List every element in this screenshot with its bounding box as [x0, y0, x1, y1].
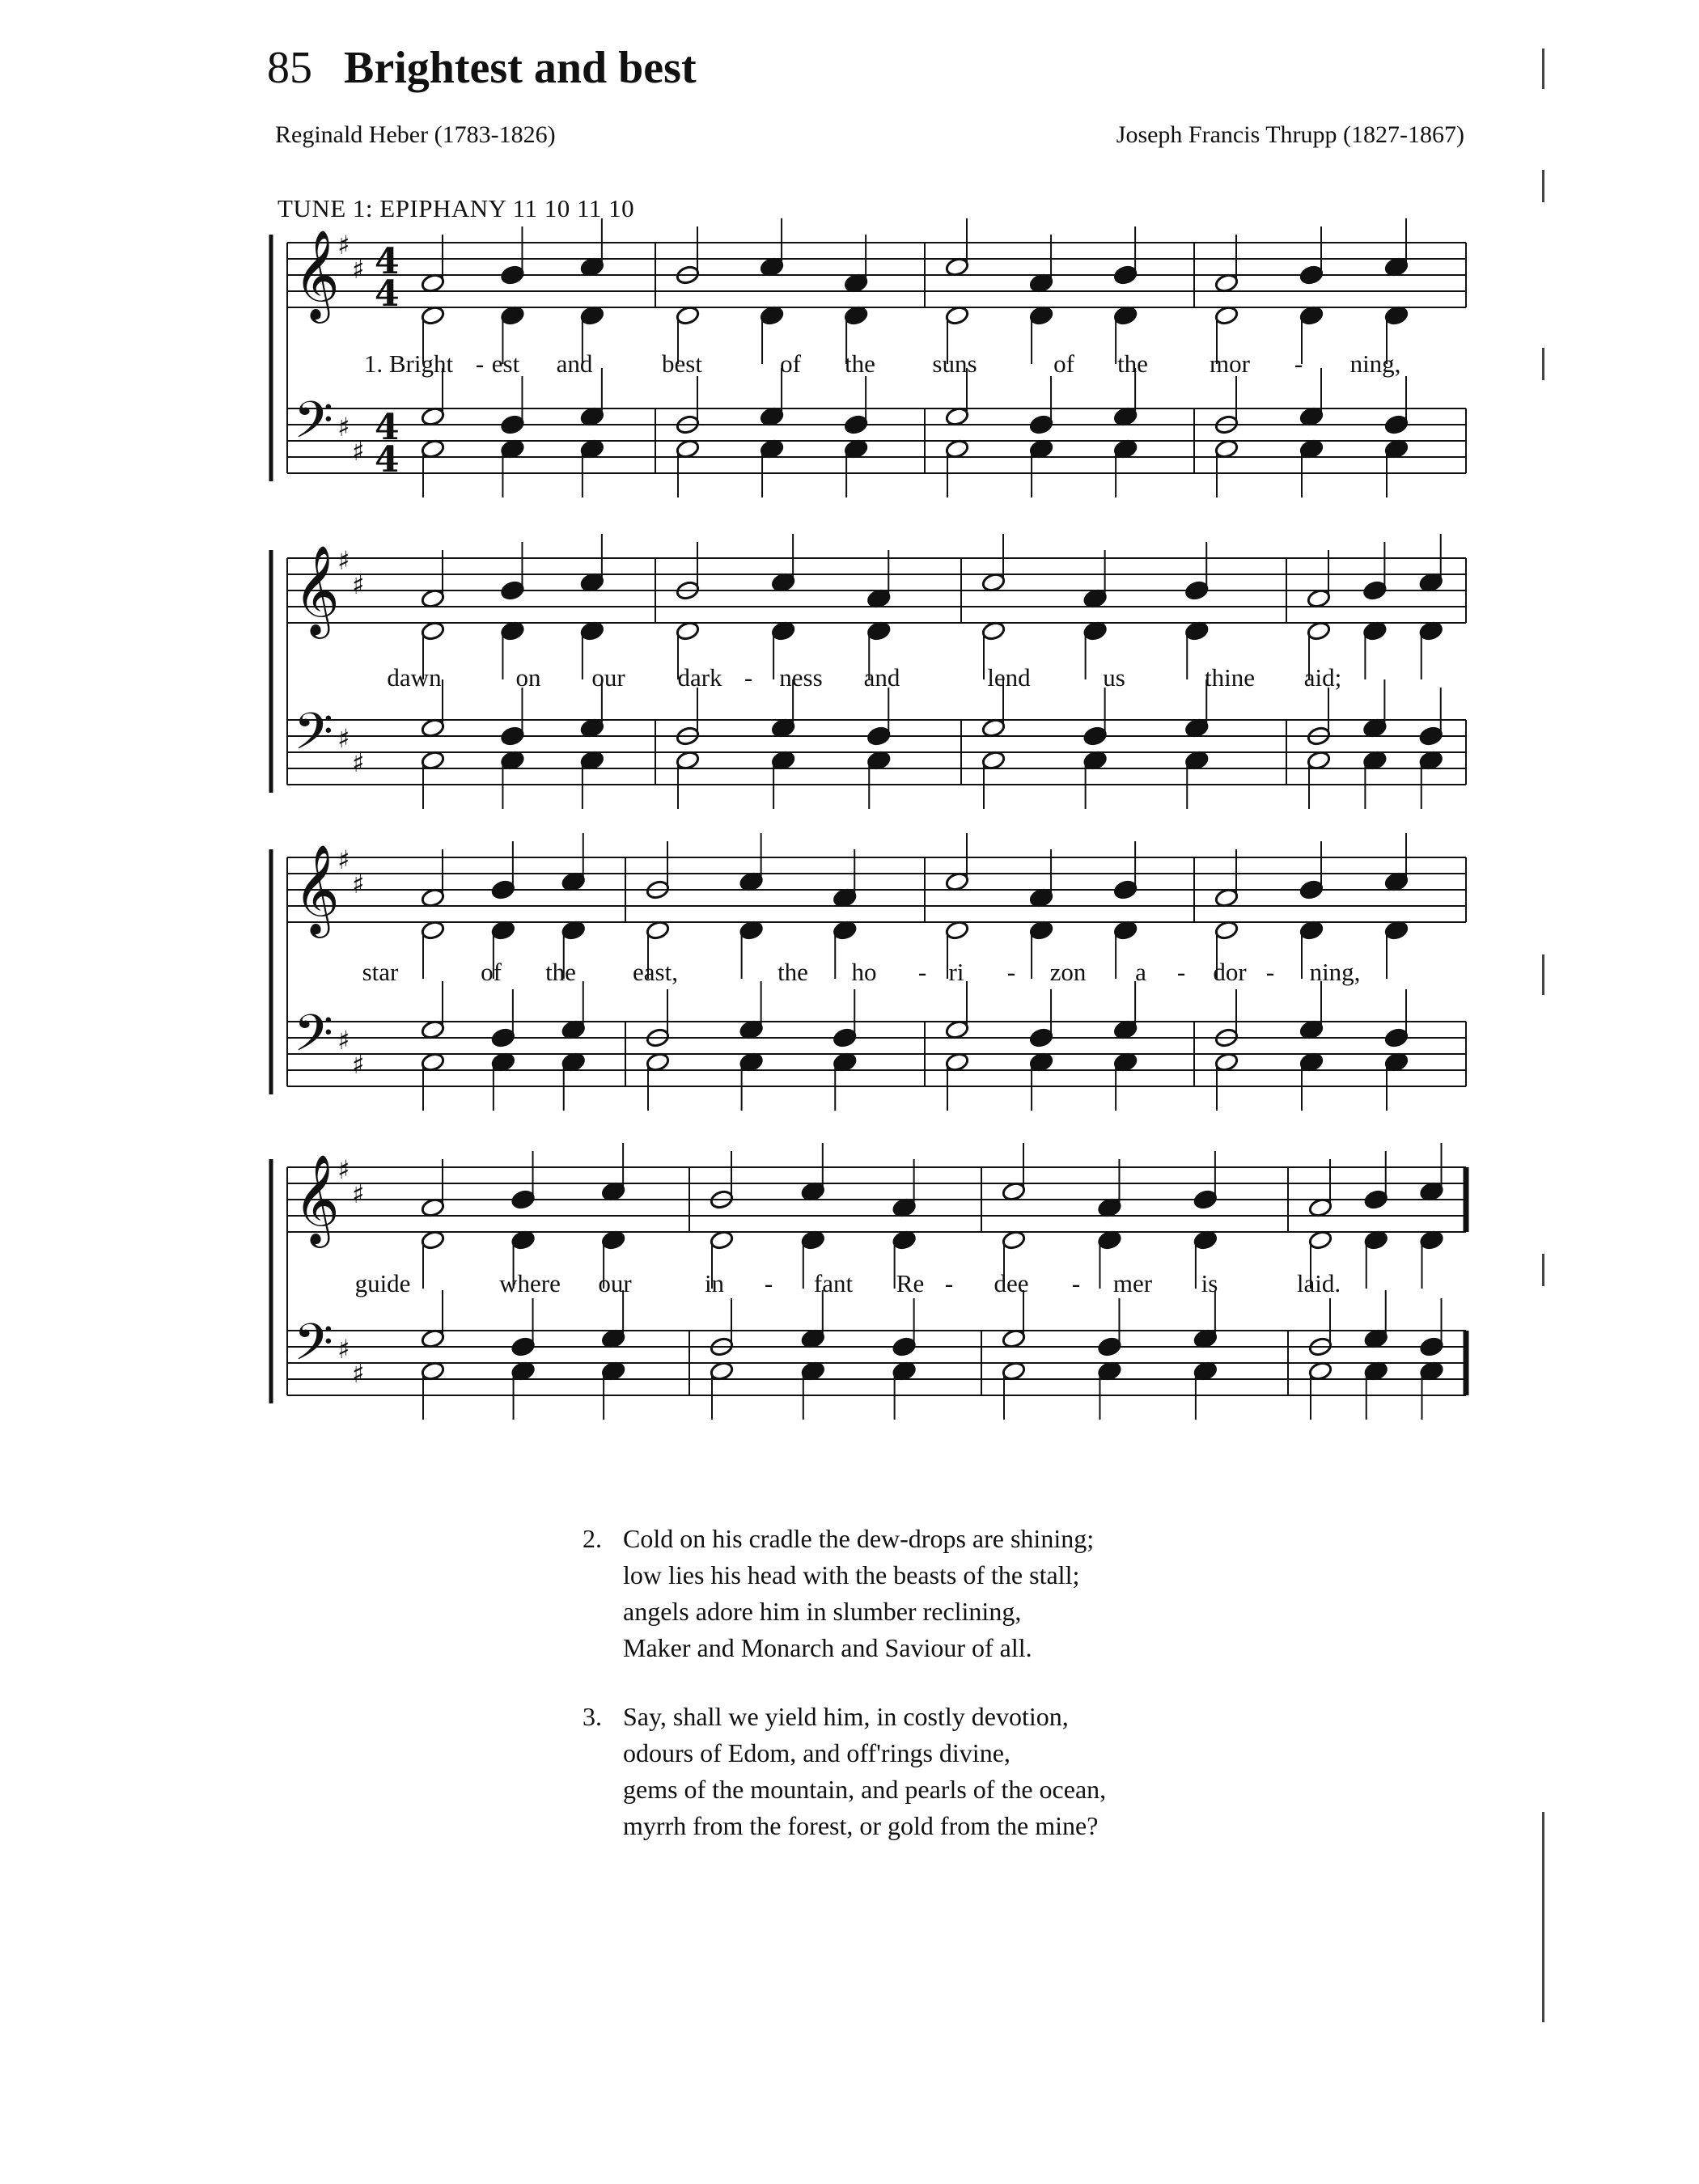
sharp-icon: ♯ [337, 723, 350, 754]
bass-clef-icon: 𝄢 [294, 1003, 333, 1075]
verse-line: odours of Edom, and off'rings divine, [623, 1738, 1011, 1767]
sharp-icon: ♯ [352, 254, 365, 285]
lyric-syllable: - [944, 1269, 954, 1297]
notehead [491, 1027, 516, 1048]
scan-edge-mark [1542, 1812, 1544, 2022]
sharp-icon: ♯ [352, 1358, 365, 1389]
notehead [1029, 1027, 1054, 1048]
notehead [1113, 265, 1138, 286]
notehead [500, 265, 525, 286]
verse-line: Cold on his cradle the dew-drops are shining; [623, 1524, 1095, 1553]
hymn-title: Brightest and best [344, 43, 697, 93]
lyric-syllable: and [556, 349, 593, 378]
verse-line: Maker and Monarch and Saviour of all. [623, 1633, 1032, 1662]
notehead [511, 1189, 536, 1210]
notehead [833, 1027, 858, 1048]
verse-number: 2. [583, 1524, 602, 1553]
lyric-syllable: est [491, 349, 520, 378]
lyric-syllable: ning, [1349, 349, 1401, 378]
scan-edge-mark [1542, 348, 1544, 380]
composer-credit: Joseph Francis Thrupp (1827-1867) [1116, 121, 1464, 148]
notehead [1184, 580, 1210, 601]
lyric-syllable: in [704, 1269, 725, 1297]
verses [583, 1521, 1106, 1877]
sharp-icon: ♯ [337, 1154, 350, 1185]
scan-edge-mark [1542, 954, 1544, 995]
lyric-syllable: dark [677, 663, 722, 692]
verse-line: low lies his head with the beasts of the stall; [623, 1560, 1080, 1589]
lyric-syllable: - [764, 1269, 773, 1297]
notehead [1363, 1189, 1388, 1210]
notehead [844, 414, 869, 435]
scan-edge-mark [1542, 170, 1544, 202]
treble-clef-icon: 𝄞 [294, 1153, 340, 1244]
notehead [491, 879, 516, 900]
lyric-syllable: - [1265, 958, 1275, 986]
notehead [1083, 726, 1108, 747]
lyric-syllable: guide [354, 1269, 411, 1297]
bass-clef-icon: 𝄢 [294, 390, 333, 462]
notehead [1193, 1189, 1218, 1210]
lyric-syllable: us [1103, 663, 1125, 692]
lyric-syllable: mer [1112, 1269, 1153, 1297]
time-signature-top: 4 [375, 241, 400, 282]
lyric-syllable: laid. [1296, 1269, 1341, 1297]
lyric-syllable: ning, [1309, 958, 1361, 986]
verse-number: 3. [583, 1702, 602, 1731]
notehead [1029, 414, 1054, 435]
notehead [1299, 879, 1324, 900]
lyric-syllable: mor [1210, 349, 1250, 378]
bass-clef-icon: 𝄢 [294, 701, 333, 773]
lyric-syllable: ness [779, 663, 823, 692]
scan-edge-mark [1542, 1254, 1544, 1286]
notehead [1418, 726, 1443, 747]
sharp-icon: ♯ [337, 844, 350, 875]
lyric-syllable: aid; [1303, 663, 1342, 692]
notehead [1097, 1336, 1122, 1357]
notehead [1113, 879, 1138, 900]
lyric-syllable: - [1176, 958, 1186, 986]
notehead [500, 580, 525, 601]
lyric-syllable: east, [633, 958, 678, 986]
treble-clef-icon: 𝄞 [294, 544, 340, 635]
lyric-syllable: dawn [387, 663, 442, 692]
sharp-icon: ♯ [352, 1179, 365, 1209]
sharp-icon: ♯ [352, 747, 365, 778]
notehead [500, 726, 525, 747]
lyric-syllable: Re [896, 1269, 925, 1297]
notehead [500, 414, 525, 435]
lyric-syllable: where [499, 1269, 561, 1297]
verse-line: angels adore him in slumber reclining, [623, 1597, 1022, 1626]
lyric-syllable: of [481, 958, 502, 986]
sharp-icon: ♯ [352, 1049, 365, 1080]
lyric-syllable: thine [1205, 663, 1255, 692]
lyric-syllable: is [1201, 1269, 1218, 1297]
lyric-syllable: 1. Bright [363, 349, 454, 378]
notehead [866, 726, 892, 747]
lyric-syllable: - [744, 663, 753, 692]
lyric-syllable: and [863, 663, 900, 692]
lyric-syllable: the [845, 349, 875, 378]
sharp-icon: ♯ [337, 230, 350, 260]
scan-edge-mark [1542, 49, 1544, 89]
sharp-icon: ♯ [337, 1334, 350, 1365]
notehead [1362, 580, 1388, 601]
lyric-syllable: of [780, 349, 801, 378]
verse-2 [583, 1521, 1106, 1666]
lyric-syllable: dor [1213, 958, 1247, 986]
lyric-syllable: of [1053, 349, 1074, 378]
sharp-icon: ♯ [352, 569, 365, 600]
treble-clef-icon: 𝄞 [294, 844, 340, 934]
treble-clef-icon: 𝄞 [294, 229, 340, 320]
lyric-syllable: ho [851, 958, 877, 986]
lyric-syllable: suns [932, 349, 977, 378]
lyric-syllable: the [777, 958, 808, 986]
lyric-syllable: zon [1049, 958, 1087, 986]
notehead [1299, 265, 1324, 286]
sharp-icon: ♯ [337, 545, 350, 576]
hymn-number: 85 [267, 43, 312, 93]
verse-3 [583, 1699, 1106, 1844]
verse-line: gems of the mountain, and pearls of the ocean, [623, 1775, 1107, 1804]
author-credit: Reginald Heber (1783-1826) [275, 121, 556, 148]
time-signature-top: 4 [375, 407, 400, 448]
lyric-syllable: on [515, 663, 541, 692]
sharp-icon: ♯ [337, 1025, 350, 1056]
notehead [1384, 1027, 1409, 1048]
lyric-syllable: our [591, 663, 625, 692]
lyric-syllable: a [1135, 958, 1146, 986]
lyric-syllable: - [1006, 958, 1016, 986]
lyric-syllable: dee [994, 1269, 1029, 1297]
notehead [1419, 1336, 1444, 1357]
lyric-syllable: lend [987, 663, 1031, 692]
lyric-syllable: fant [813, 1269, 854, 1297]
lyric-syllable: - [1071, 1269, 1081, 1297]
sharp-icon: ♯ [337, 412, 350, 442]
lyric-syllable: - [917, 958, 927, 986]
notehead [892, 1336, 917, 1357]
time-signature-bottom: 4 [375, 273, 400, 315]
sharp-icon: ♯ [352, 869, 365, 899]
lyric-syllable: ri [948, 958, 964, 986]
lyric-syllable: star [362, 958, 399, 986]
notehead [1384, 414, 1409, 435]
lyric-syllable: the [1117, 349, 1148, 378]
sharp-icon: ♯ [352, 436, 365, 467]
verse-line: myrrh from the forest, or gold from the mine? [623, 1811, 1099, 1840]
lyric-syllable: the [545, 958, 576, 986]
lyric-syllable: our [598, 1269, 632, 1297]
tune-name: TUNE 1: EPIPHANY 11 10 11 10 [278, 194, 635, 222]
bass-clef-icon: 𝄢 [294, 1312, 333, 1384]
lyric-syllable: - [1294, 349, 1303, 378]
notehead [511, 1336, 536, 1357]
lyric-syllable: best [662, 349, 702, 378]
lyric-syllable: - [475, 349, 485, 378]
verse-line: Say, shall we yield him, in costly devotion, [623, 1702, 1069, 1731]
time-signature-bottom: 4 [375, 439, 400, 480]
